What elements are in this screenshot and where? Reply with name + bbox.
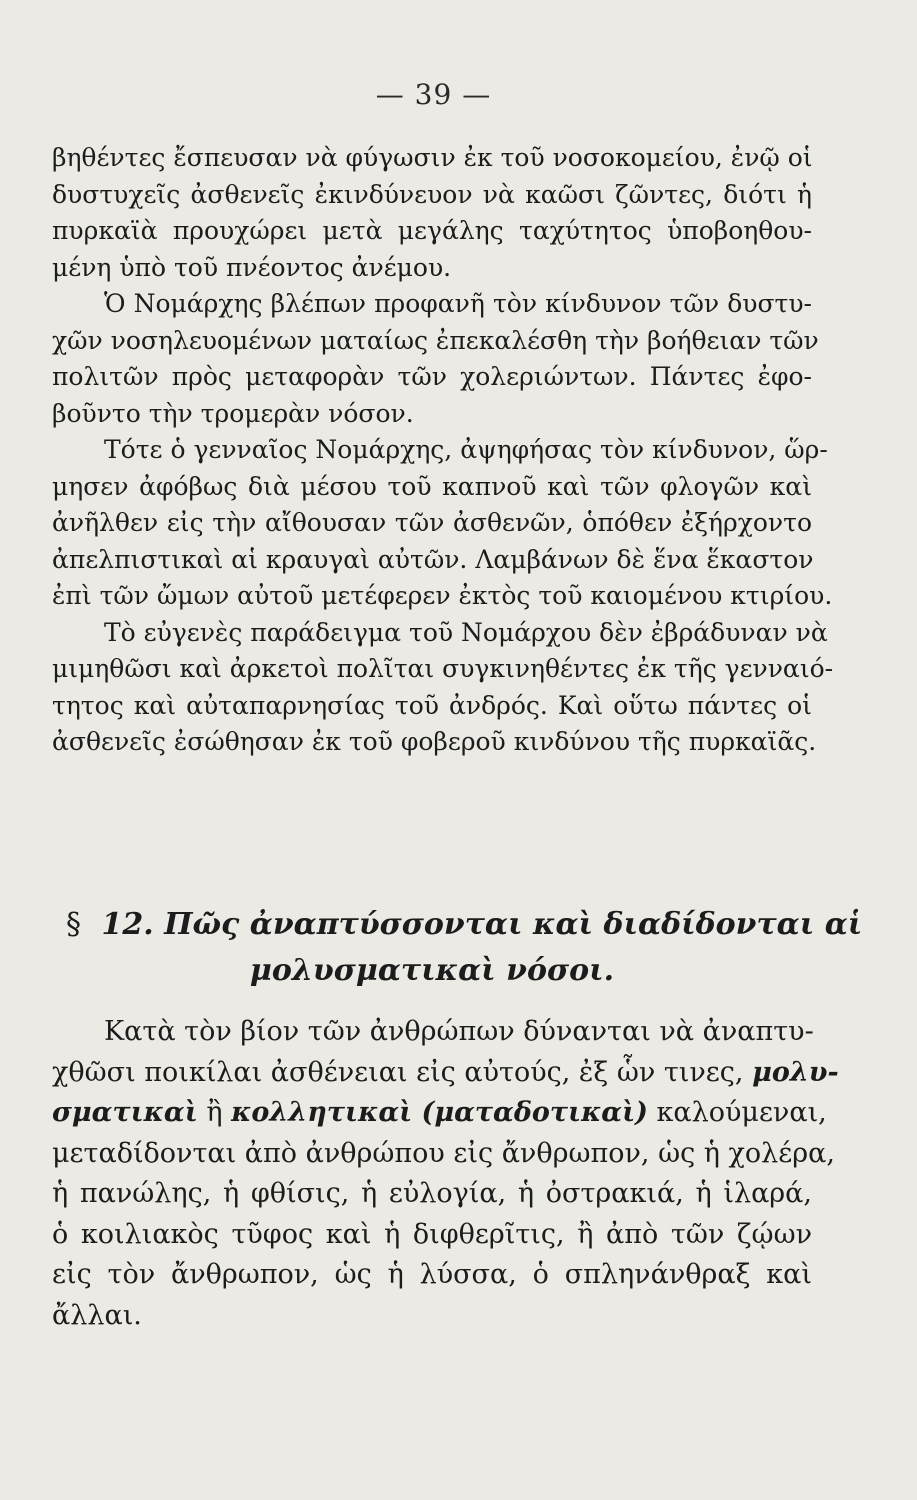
text-line: πολιτῶν πρὸς μεταφορὰν τῶν χολεριώντων. Πάντες ἐφο-	[52, 362, 812, 391]
text-line: βοῦντο τὴν τρομερὰν νόσον.	[52, 398, 414, 428]
text-line: δυστυχεῖς ἀσθενεῖς ἐκινδύνευον νὰ καῶσι ζῶντες, διότι ἡ	[52, 179, 812, 209]
body-text-upper	[52, 140, 834, 761]
text-line: Τότε ὁ γενναῖος Νομάρχης, ἀψηφήσας τὸν κίνδυνον, ὥρ-	[104, 435, 828, 464]
text-run: καλούμεναι,	[647, 1097, 827, 1128]
section-heading-line-1	[52, 902, 863, 948]
text-line: πυρκαϊὰ προυχώρει μετὰ μεγάλης ταχύτητος ὑποβοηθου-	[52, 216, 812, 245]
text-line: ἡ πανώλης, ἡ φθίσις, ἡ εὐλογία, ἡ ὀστρακιά, ἡ ἱλαρά,	[52, 1178, 812, 1209]
text-line: Κατὰ τὸν βίον τῶν ἀνθρώπων δύνανται νὰ ἀναπτυ-	[104, 1016, 814, 1047]
text-line: χῶν νοσηλευομένων ματαίως ἐπεκαλέσθη τὴν βοήθειαν τῶν	[52, 325, 819, 355]
section-heading	[52, 902, 863, 994]
text-line: ἀπελπιστικαὶ αἱ κραυγαὶ αὐτῶν. Λαμβάνων δὲ ἕνα ἕκαστον	[52, 544, 814, 574]
body-text-section	[52, 1012, 839, 1336]
text-line: μησεν ἀφόβως διὰ μέσου τοῦ καπνοῦ καὶ τῶν φλογῶν καὶ	[52, 471, 812, 501]
text-line: Ὁ Νομάρχης βλέπων προφανῆ τὸν κίνδυνον τῶν δυστυ-	[104, 289, 812, 318]
text-line: ἀνῆλθεν εἰς τὴν αἴθουσαν τῶν ἀσθενῶν, ὁπόθεν ἐξήρχοντο	[52, 508, 812, 537]
page-number: — 39 —	[375, 78, 492, 111]
text-line: μένη ὑπὸ τοῦ πνέοντος ἀνέμου.	[52, 252, 452, 282]
emphasized-term: κολλητικαὶ (ματαδοτικαὶ)	[231, 1097, 648, 1128]
text-line: εἰς τὸν ἄνθρωπον, ὡς ἡ λύσσα, ὁ σπληνάνθραξ καὶ	[52, 1259, 812, 1290]
text-line: μιμηθῶσι καὶ ἀρκετοὶ πολῖται συγκινηθέντες ἐκ τῆς γενναιό-	[52, 654, 834, 683]
text-line: μεταδίδονται ἀπὸ ἀνθρώπου εἰς ἄνθρωπον, ὡς ἡ χολέρα,	[52, 1137, 835, 1169]
text-line: ἐπὶ τῶν ὤμων αὐτοῦ μετέφερεν ἐκτὸς τοῦ καιομένου κτιρίου.	[52, 581, 833, 610]
emphasized-term: μολυ-	[752, 1056, 839, 1088]
text-line: ὁ κοιλιακὸς τῦφος καὶ ἡ διφθερῖτις, ἢ ἀπὸ τῶν ζῴων	[52, 1218, 812, 1250]
section-title-line-1: Πῶς ἀναπτύσσονται καὶ διαδίδονται αἱ	[164, 907, 863, 942]
emphasized-term: σματικαὶ	[52, 1097, 198, 1128]
section-title-line-2: μολυσματικαὶ νόσοι.	[249, 953, 615, 988]
text-line	[52, 1053, 839, 1094]
text-line: ἄλλαι.	[52, 1299, 142, 1331]
text-line: τητος καὶ αὐταπαρνησίας τοῦ ἀνδρός. Καὶ οὕτω πάντες οἱ	[52, 690, 812, 720]
text-run: χθῶσι ποικίλαι ἀσθένειαι εἰς αὐτούς, ἐξ ὧν τινες,	[52, 1056, 753, 1088]
text-line: ἀσθενεῖς ἐσώθησαν ἐκ τοῦ φοβεροῦ κινδύνου τῆς πυρκαϊᾶς.	[52, 727, 817, 756]
text-run: ἢ	[197, 1097, 232, 1128]
text-line: βηθέντες ἔσπευσαν νὰ φύγωσιν ἐκ τοῦ νοσοκομείου, ἐνῷ οἱ	[52, 143, 813, 172]
text-line: Τὸ εὐγενὲς παράδειγμα τοῦ Νομάρχου δὲν ἐβράδυναν νὰ	[104, 617, 828, 647]
section-number: 12.	[101, 907, 154, 942]
text-line	[52, 1093, 827, 1134]
section-symbol: §	[66, 907, 81, 942]
